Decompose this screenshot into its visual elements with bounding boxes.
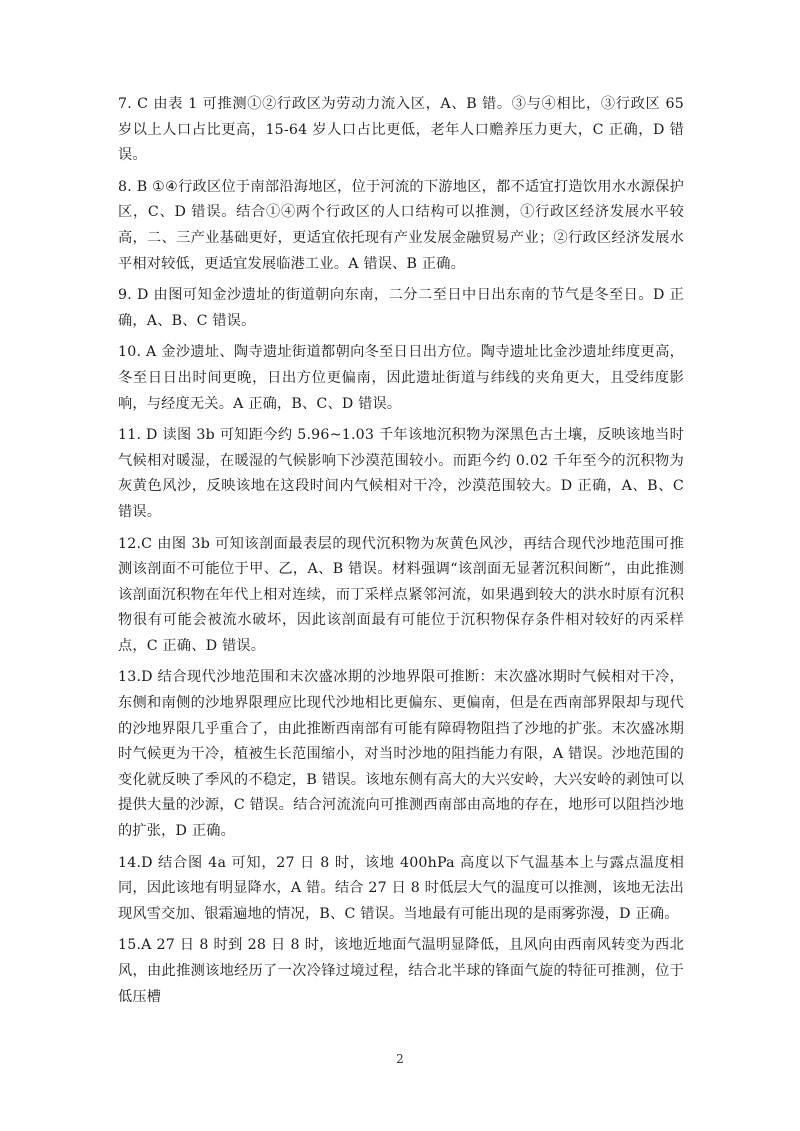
answer-9: 9. D 由图可知金沙遗址的街道朝向东南，二分二至日中日出东南的节气是冬至日。D 正确，A、B、C 错误。 — [118, 287, 684, 329]
answer-15: 15.A 27 日 8 时到 28 日 8 时，该地近地面气温明显降低，且风向由西南风转变为西北风，由此推测该地经历了一次冷锋过境过程，结合北半球的锋面气旋的特征可推测，位于低压槽 — [118, 937, 684, 1005]
answer-12: 12.C 由图 3b 可知该剖面最表层的现代沉积物为灰黄色风沙，再结合现代沙地范围可推测该剖面不可能位于甲、乙，A、B 错误。材料强调“该剖面无显著沉积间断”，由此推测该剖面沉积物在年代上相对连续，而丁采样点紧邻河流，如果遇到较大的洪水时原有沉积物很有可能会被流水破坏，因此该剖面最有可能位于沉积物保存条件相对较好的丙采样点，C 正确、D 错误。 — [118, 535, 684, 654]
answer-explanations — [118, 92, 684, 1016]
answer-13: 13.D 结合现代沙地范围和末次盛冰期的沙地界限可推断：末次盛冰期时气候相对干冷，东侧和南侧的沙地界限理应比现代沙地相比更偏东、更偏南，但是在西南部界限却与现代的沙地界限几乎重合了，由此推断西南部有可能有障碍物阻挡了沙地的扩张。末次盛冰期时气候更为干冷，植被生长范围缩小，对当时沙地的阻挡能力有限，A 错误。沙地范围的变化就反映了季风的不稳定，B 错误。该地东侧有高大的大兴安岭，大兴安岭的剥蚀可以提供大量的沙源，C 错误。结合河流流向可推测西南部由高地的存在，地形可以阻挡沙地的扩张，D 正确。 — [118, 669, 684, 840]
page-number: 2 — [396, 1052, 404, 1066]
answer-7: 7. C 由表 1 可推测①②行政区为劳动力流入区，A、B 错。③与④相比，③行政区 65 岁以上人口占比更高，15-64 岁人口占比更低，老年人口赡养压力更大，C 正确，D 错误。 — [118, 96, 684, 164]
answer-10: 10. A 金沙遗址、陶寺遗址街道都朝向冬至日日出方位。陶寺遗址比金沙遗址纬度更高，冬至日日出时间更晚，日出方位更偏南，因此遗址街道与纬线的夹角更大，且受纬度影响，与经度无关。A 正确，B、C、D 错误。 — [118, 344, 684, 412]
answer-8: 8. B ①④行政区位于南部沿海地区，位于河流的下游地区，都不适宜打造饮用水水源保护区，C、D 错误。结合①④两个行政区的人口结构可以推测，①行政区经济发展水平较高，二、三产业基础更好，更适宜依托现有产业发展金融贸易产业；②行政区经济发展水平相对较低，更适宜发展临港工业。A 错误、B 正确。 — [118, 178, 684, 272]
answer-11: 11. D 读图 3b 可知距今约 5.96~1.03 千年该地沉积物为深黑色古土壤，反映该地当时气候相对暖湿，在暖湿的气候影响下沙漠范围较小。而距今约 0.02 千年至今的沉积物为灰黄色风沙，反映该地在这段时间内气候相对干冷，沙漠范围较大。D 正确，A、B、C 错误。 — [118, 427, 684, 520]
answer-14: 14.D 结合图 4a 可知，27 日 8 时，该地 400hPa 高度以下气温基本上与露点温度相同，因此该地有明显降水，A 错。结合 27 日 8 时低层大气的温度可以推测，该地无法出现风雪交加、银霜遍地的情况，B、C 错误。当地最有可能出现的是雨雾弥漫，D 正确。 — [118, 854, 684, 922]
